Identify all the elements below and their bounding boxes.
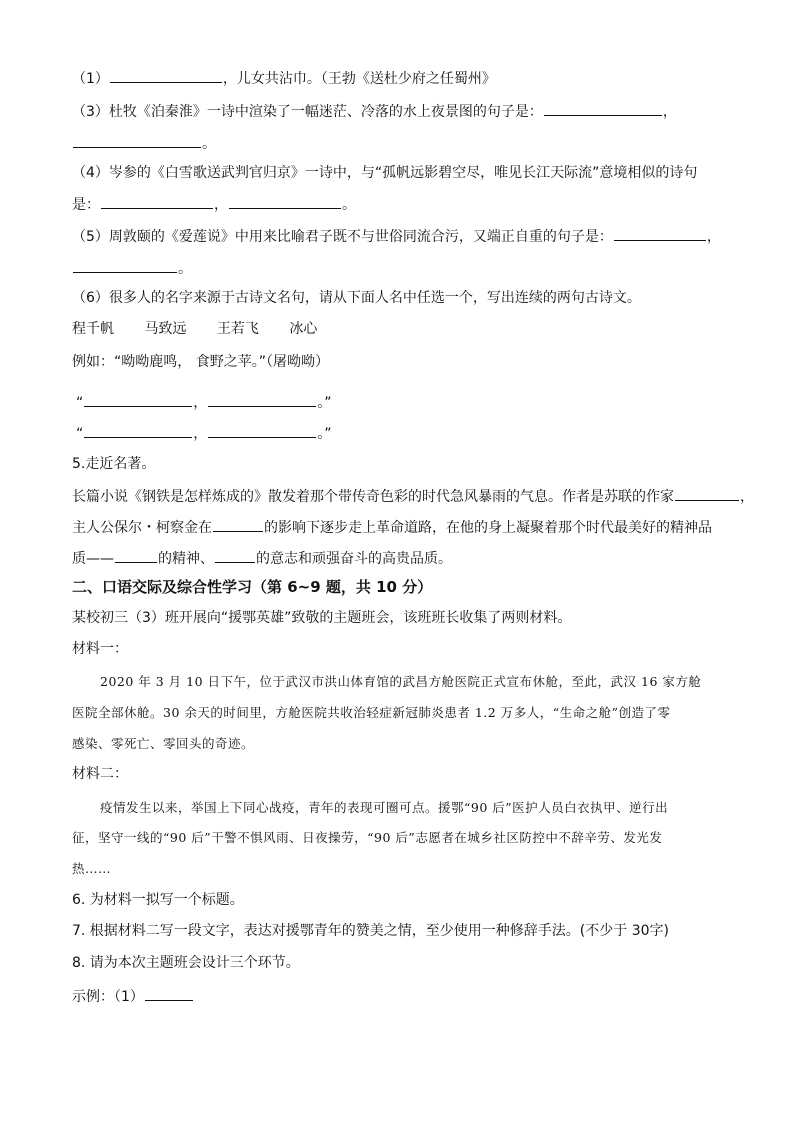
material-1-label-text: 材料一： [72, 641, 128, 657]
q4-line-5-end: 。 [178, 261, 192, 277]
q4-line-5-text: （5）周敦颐的《爱莲说》中用来比喻君子既不与世俗同流合污，又端正自重的句子是： [72, 229, 613, 245]
answer-blank[interactable] [84, 423, 192, 438]
name-item: 冰心 [289, 321, 318, 337]
q7 [72, 922, 669, 940]
material-2-line-3 [72, 860, 111, 878]
q8 [72, 954, 300, 972]
q4-line-3 [72, 101, 677, 121]
answer-blank[interactable] [145, 986, 193, 1001]
q5-line-3-text-c: 的意志和顽强奋斗的高贵品质。 [256, 551, 452, 567]
material-1-label [72, 640, 128, 658]
example-text: 例如：“呦呦鹿鸣， 食野之苹 [72, 354, 252, 370]
q4-line-1-text: ，儿女共沾巾。（王勃《送杜少府之任蜀州》 [222, 71, 496, 87]
q4-line-4-end: 。 [342, 197, 356, 213]
q7-text: 7. 根据材料二写一段文字，表达对援鄂青年的赞美之情，至少使用一种修辞手法。(不少于 30字) [72, 923, 669, 939]
section-intro-text: 某校初三（3）班开展向“援鄂英雄”致敬的主题班会，该班班长收集了两则材料。 [72, 610, 572, 626]
material-1-line-2 [72, 704, 671, 722]
answer-blank[interactable] [675, 486, 739, 501]
q4-line-3-comma: ， [662, 104, 677, 120]
quote-close: 。” [317, 395, 332, 411]
q4-line-3-end: 。 [202, 136, 216, 152]
material-1-line-3 [72, 735, 254, 753]
answer-blank[interactable] [208, 392, 316, 407]
example-source: 。”（屠呦呦） [251, 354, 329, 370]
q4-line-4-text: （4）岑参的《白雪歌送武判官归京》一诗中，与“孤帆远影碧空尽，唯见长江天际流”意境相似的诗句 [72, 165, 698, 181]
q4-line-1-number: （1） [72, 71, 109, 87]
q4-line-5 [72, 226, 721, 246]
answer-blank[interactable] [73, 258, 177, 273]
q4-line-5-cont [72, 258, 192, 278]
section-heading-text: 二、口语交际及综合性学习（第 6~9 题，共 10 分） [72, 578, 433, 596]
comma: ， [193, 426, 208, 442]
answer-blank[interactable] [614, 226, 706, 241]
q5-line-2-text-a: 主人公保尔・柯察金在 [72, 520, 212, 536]
q4-line-5-comma: ， [706, 229, 721, 245]
material-2-label-text: 材料二： [72, 766, 128, 782]
name-list [72, 320, 343, 338]
name-item: 王若飞 [216, 321, 259, 337]
q4-line-4 [72, 164, 697, 182]
material-2-line-2 [72, 829, 662, 847]
material-1-text: 医院全部休舱。30 余天的时间里，方舱医院共收治轻症新冠肺炎患者 1.2 万多人，“生命之舱”创造了零 [72, 705, 671, 720]
material-2-line-1 [100, 799, 668, 817]
answer-blank[interactable] [208, 423, 316, 438]
q5-line-1 [72, 486, 754, 506]
q8-text: 8. 请为本次主题班会设计三个环节。 [72, 955, 300, 971]
material-2-text: 征，坚守一线的“90 后”干警不惧风雨、日夜操劳，“90 后”志愿者在城乡社区防控中不辞辛劳、发光发 [72, 830, 663, 845]
q5-line-1-text: 长篇小说《钢铁是怎样炼成的》散发着那个带传奇色彩的时代急风暴雨的气息。作者是苏联的作家 [72, 489, 674, 505]
section-heading [72, 578, 432, 596]
answer-blank[interactable] [110, 68, 222, 83]
answer-blank[interactable] [115, 548, 157, 563]
answer-blank[interactable] [73, 133, 201, 148]
answer-blank[interactable] [544, 101, 662, 116]
quote-open: “ [76, 395, 84, 411]
material-1-text: 感染、零死亡、零回头的奇迹。 [72, 736, 255, 751]
name-item: 马致远 [144, 321, 187, 337]
section-intro [72, 609, 571, 627]
answer-blank[interactable] [213, 517, 263, 532]
q6 [72, 891, 244, 909]
material-1-line-1 [100, 673, 701, 691]
q4-line-6 [72, 289, 641, 307]
comma: ， [193, 395, 208, 411]
material-1-text: 2020 年 3 月 10 日下午，位于武汉市洪山体育馆的武昌方舱医院正式宣布休舱，至此，武汉 16 家方舱 [100, 674, 702, 689]
q5-title [72, 455, 155, 473]
q5-line-2-text-b: 的影响下逐步走上革命道路，在他的身上凝聚着那个时代最美好的精神品 [264, 520, 712, 536]
q4-line-6-text: （6）很多人的名字来源于古诗文名句，请从下面人名中任选一个，写出连续的两句古诗文。 [72, 290, 641, 306]
answer-blank[interactable] [84, 392, 192, 407]
quote-open: “ [76, 426, 84, 442]
q5-line-3 [72, 548, 452, 568]
q5-line-3-text-a: 质—— [72, 551, 114, 567]
name-item: 程千帆 [72, 321, 114, 337]
material-2-text: 疫情发生以来，举国上下同心战疫，青年的表现可圈可点。援鄂“90 后”医护人员白衣执甲、逆行出 [100, 800, 669, 815]
q5-line-3-text-b: 的精神、 [158, 551, 214, 567]
answer-line-1 [76, 392, 332, 412]
material-2-text: 热…… [72, 861, 112, 876]
q5-title-text: 5.走近名著。 [72, 456, 156, 472]
q4-line-4-comma: ， [214, 197, 228, 213]
quote-close: 。” [317, 426, 332, 442]
material-2-label [72, 765, 128, 783]
q4-line-4-cont [72, 194, 356, 214]
q6-text: 6. 为材料一拟写一个标题。 [72, 892, 244, 908]
answer-line-2 [76, 423, 332, 443]
q5-line-2 [72, 517, 712, 537]
example-line [72, 353, 329, 371]
answer-blank[interactable] [215, 548, 255, 563]
q8-example-text: 示例：（1） [72, 989, 144, 1005]
q4-line-4-label: 是： [72, 197, 100, 213]
answer-blank[interactable] [101, 194, 213, 209]
q4-line-3-cont [72, 133, 216, 153]
answer-blank[interactable] [229, 194, 341, 209]
q8-example [72, 986, 194, 1006]
q4-line-1 [72, 68, 496, 88]
q5-line-1-comma: ， [740, 489, 754, 505]
q4-line-3-text: （3）杜牧《泊秦淮》一诗中渲染了一幅迷茫、冷落的水上夜景图的句子是： [72, 104, 543, 120]
